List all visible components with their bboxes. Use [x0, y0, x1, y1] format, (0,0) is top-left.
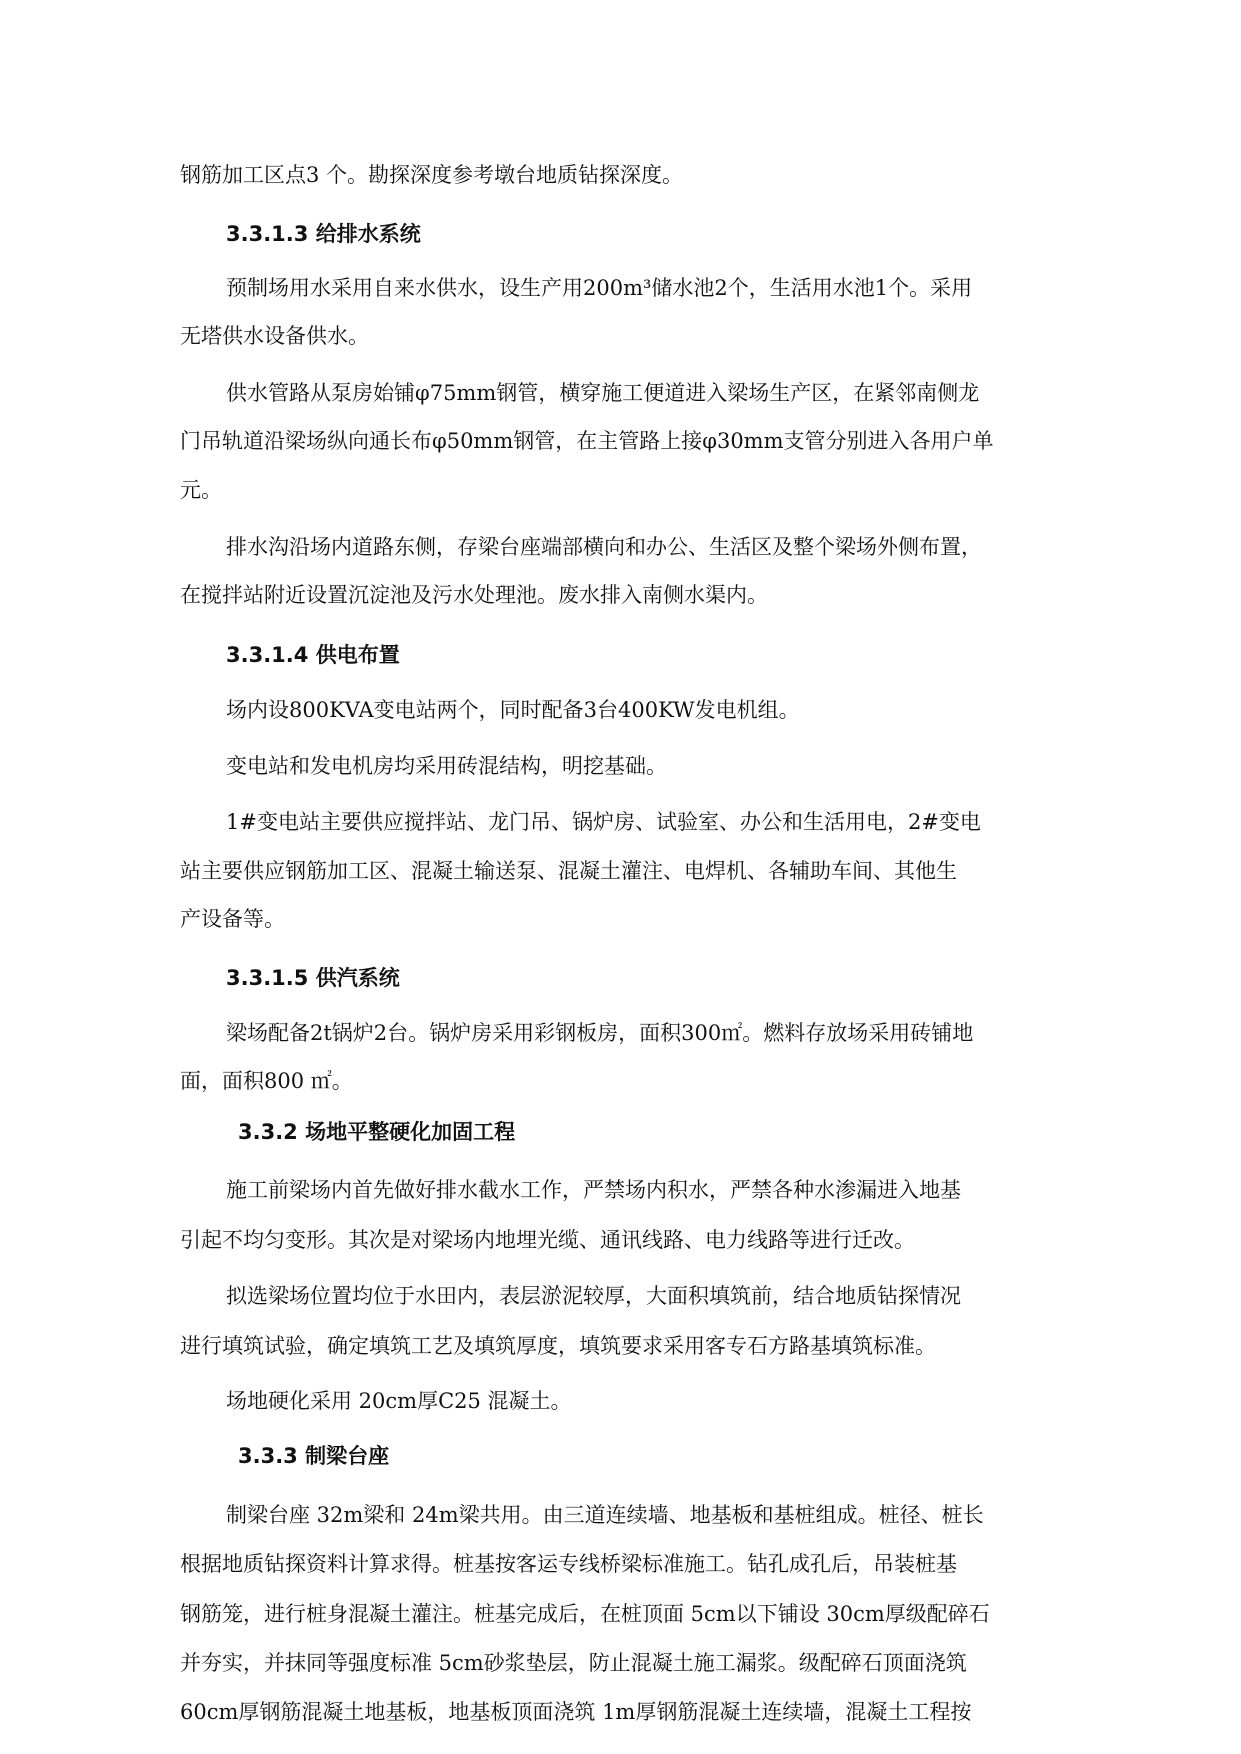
paragraph-line: 供水管路从泵房始铺φ75mm钢管，横穿施工便道进入梁场生产区，在紧邻南侧龙: [226, 381, 980, 405]
paragraph-line: 进行填筑试验，确定填筑工艺及填筑厚度，填筑要求采用客专石方路基填筑标准。: [180, 1334, 936, 1358]
paragraph-line: 排水沟沿场内道路东侧，存梁台座端部横向和办公、生活区及整个梁场外侧布置，: [226, 535, 982, 559]
paragraph-line: 面，面积800 ㎡。: [180, 1069, 353, 1093]
section-heading-3-3-2: 3.3.2 场地平整硬化加固工程: [238, 1120, 516, 1144]
paragraph-line: 施工前梁场内首先做好排水截水工作，严禁场内积水，严禁各种水渗漏进入地基: [226, 1178, 961, 1202]
paragraph-line: 站主要供应钢筋加工区、混凝土输送泵、混凝土灌注、电焊机、各辅助车间、其他生: [180, 859, 957, 883]
paragraph-line: 制梁台座 32m梁和 24m梁共用。由三道连续墙、地基板和基桩组成。桩径、桩长: [226, 1503, 984, 1527]
paragraph-line: 预制场用水采用自来水供水，设生产用200m³储水池2个，生活用水池1个。采用: [226, 276, 973, 300]
paragraph-line: 无塔供水设备供水。: [180, 324, 369, 348]
paragraph-line: 梁场配备2t锅炉2台。锅炉房采用彩钢板房，面积300㎡。燃料存放场采用砖铺地: [226, 1021, 974, 1045]
paragraph-line: 在搅拌站附近设置沉淀池及污水处理池。废水排入南侧水渠内。: [180, 583, 768, 607]
section-heading-3-3-1-3: 3.3.1.3 给排水系统: [226, 222, 421, 246]
paragraph-line: 并夯实，并抹同等强度标准 5cm砂浆垫层，防止混凝土施工漏浆。级配碎石顶面浇筑: [180, 1651, 967, 1675]
paragraph-line: 根据地质钻探资料计算求得。桩基按客运专线桥梁标准施工。钻孔成孔后，吊装桩基: [180, 1552, 957, 1576]
paragraph-line: 变电站和发电机房均采用砖混结构，明挖基础。: [226, 754, 667, 778]
section-heading-3-3-3: 3.3.3 制梁台座: [238, 1444, 390, 1468]
paragraph-line: 场内设800KVA变电站两个，同时配备3台400KW发电机组。: [226, 698, 800, 722]
section-heading-3-3-1-5: 3.3.1.5 供汽系统: [226, 966, 400, 990]
paragraph-line: 钢筋加工区点3 个。勘探深度参考墩台地质钻探深度。: [180, 163, 684, 187]
paragraph-line: 钢筋笼，进行桩身混凝土灌注。桩基完成后，在桩顶面 5cm以下铺设 30cm厚级配碎石: [180, 1602, 990, 1626]
section-heading-3-3-1-4: 3.3.1.4 供电布置: [226, 643, 400, 667]
paragraph-line: 场地硬化采用 20cm厚C25 混凝土。: [226, 1389, 572, 1413]
paragraph-line: 元。: [180, 478, 222, 502]
paragraph-line: 拟选梁场位置均位于水田内，表层淤泥较厚，大面积填筑前，结合地质钻探情况: [226, 1284, 961, 1308]
paragraph-line: 门吊轨道沿梁场纵向通长布φ50mm钢管，在主管路上接φ30mm支管分别进入各用户单: [180, 429, 994, 453]
paragraph-line: 引起不均匀变形。其次是对梁场内地埋光缆、通讯线路、电力线路等进行迁改。: [180, 1228, 915, 1252]
paragraph-line: 产设备等。: [180, 907, 285, 931]
paragraph-line: 60cm厚钢筋混凝土地基板，地基板顶面浇筑 1m厚钢筋混凝土连续墙，混凝土工程按: [180, 1700, 972, 1724]
paragraph-line: 1#变电站主要供应搅拌站、龙门吊、锅炉房、试验室、办公和生活用电，2#变电: [226, 810, 981, 834]
